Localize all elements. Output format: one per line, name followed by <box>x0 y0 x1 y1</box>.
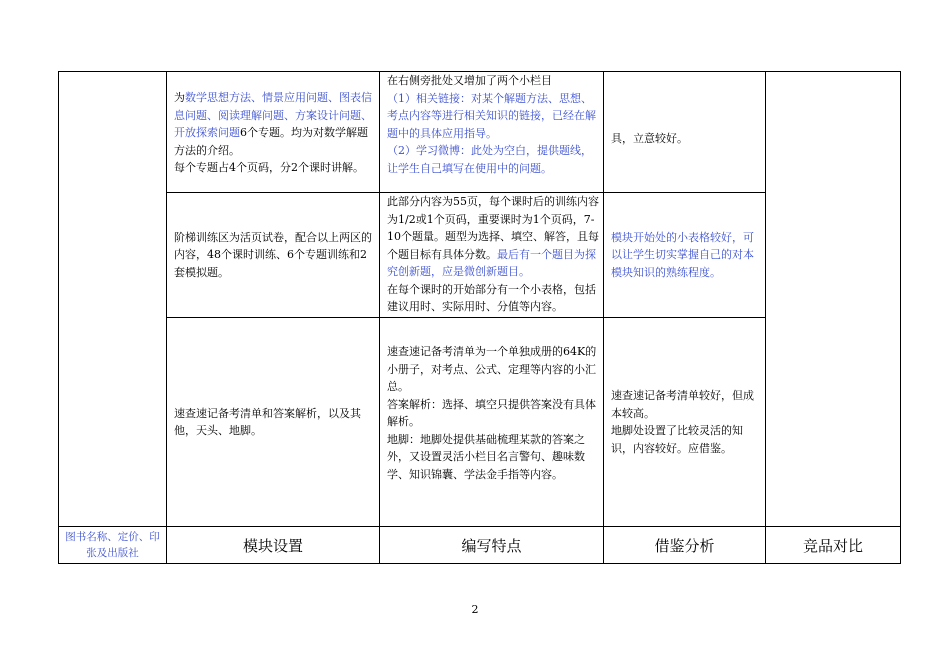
module-text: 阶梯训练区为活页试卷，配合以上两区的内容，48个课时训练、6个专题训练和2套模拟题。 <box>174 230 372 279</box>
header-analysis <box>604 527 766 564</box>
module-cell <box>167 193 380 318</box>
header-module <box>167 527 380 564</box>
header-analysis-label: 借鉴分析 <box>654 536 715 555</box>
analysis-cell <box>604 193 766 318</box>
module-text: 每个专题占4个页码，分2个课时讲解。 <box>174 161 364 175</box>
features-text: 答案解析：选择、填空只提供答案没有具体解析。 <box>387 397 596 428</box>
header-row <box>59 527 901 564</box>
table-row <box>59 72 901 193</box>
header-comparison-label: 竞品对比 <box>802 536 863 555</box>
module-cell <box>167 72 380 193</box>
module-text-highlight: 数学思想方法、情景应用问题、图表信息问题、阅读理解问题、方案设计问题、开放探索问题 <box>174 91 372 140</box>
header-features-label: 编写特点 <box>461 536 522 555</box>
page-number: 2 <box>471 603 479 616</box>
features-text: 在右侧旁批处又增加了两个小栏目 <box>387 74 552 87</box>
analysis-cell <box>604 318 766 527</box>
features-text-highlight: 最后有一个题目为探究创新题，应是微创新题目。 <box>387 247 596 278</box>
header-book-info-label: 图书名称、定价、印张及出版社 <box>65 531 160 559</box>
features-text-highlight: （1）相关链接：对某个解题方法、思想、考点内容等进行相关知识的链接，已经在解题中的具体应用指导。 <box>387 91 596 140</box>
header-book-info <box>59 527 167 564</box>
features-cell <box>380 193 604 318</box>
module-text: 6个专题。均为对数学解题方法的介绍。 <box>174 126 368 157</box>
features-cell <box>380 318 604 527</box>
header-comparison <box>766 527 901 564</box>
book-info-cell <box>59 72 167 527</box>
features-text-highlight: （2）学习微博：此处为空白，提供题线，让学生自己填写在使用中的问题。 <box>387 144 592 175</box>
analysis-cell <box>604 72 766 193</box>
header-features <box>380 527 604 564</box>
module-text: 为 <box>174 91 185 105</box>
features-text: 此部分内容为55页，每个课时后的训练内容为1/2或1个页码，重要课时为1个页码，7-10个题量。题型为选择、填空、解答，且每个题目标有具体分数。 <box>387 195 599 261</box>
analysis-text: 具，立意较好。 <box>611 132 688 146</box>
features-text: 地脚：地脚处提供基础梳理某款的答案之外，又设置灵活小栏目名言警句、趣味数学、知识锦囊、学法金手指等内容。 <box>387 432 585 481</box>
features-cell <box>380 72 604 193</box>
module-text: 速查速记备考清单和答案解析，以及其他，天头、地脚。 <box>174 406 361 437</box>
features-text: 速查速记备考清单为一个单独成册的64K的小册子，对考点、公式、定理等内容的小汇总。 <box>387 345 597 393</box>
module-cell <box>167 318 380 527</box>
competitor-analysis-table <box>58 71 901 564</box>
header-module-label: 模块设置 <box>242 536 303 555</box>
comparison-cell <box>766 72 901 527</box>
features-text: 在每个课时的开始部分有一个小表格，包括建议用时、实际用时、分值等内容。 <box>387 282 596 313</box>
analysis-text: 地脚处设置了比较灵活的知识，内容较好。应借鉴。 <box>611 424 743 455</box>
analysis-text-highlight: 模块开始处的小表格较好，可以让学生切实掌握自己的对本模块知识的熟练程度。 <box>611 230 754 279</box>
analysis-text: 速查速记备考清单较好，但成本较高。 <box>611 389 754 420</box>
